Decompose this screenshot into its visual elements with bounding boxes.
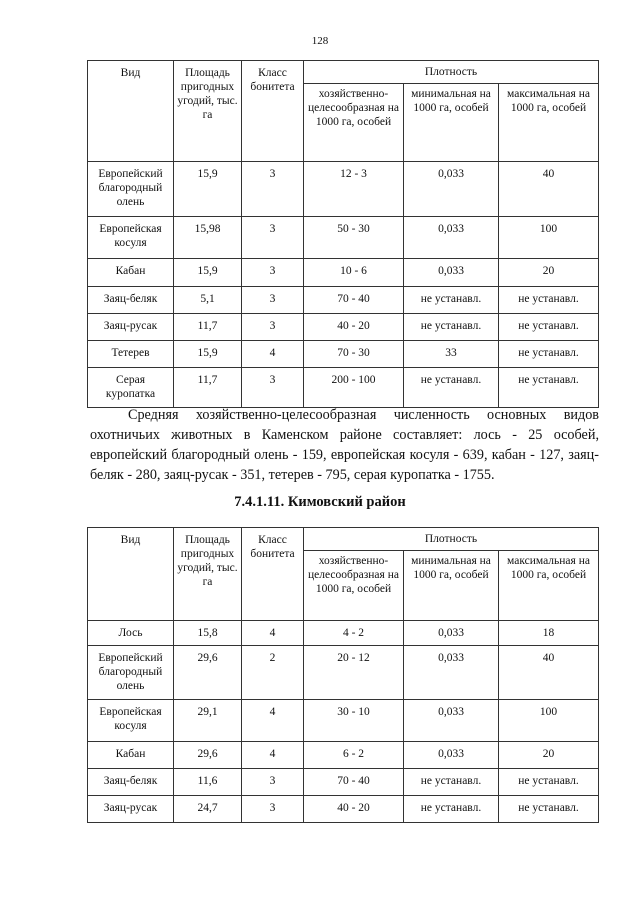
cell-species: Европейский благородный олень <box>88 162 174 217</box>
table-row <box>88 217 599 259</box>
cell-min: 0,033 <box>404 700 499 742</box>
cell-min: 0,033 <box>404 162 499 217</box>
cell-economic: 6 - 2 <box>304 742 404 769</box>
cell-min: не устанавл. <box>404 796 499 823</box>
cell-min: не устанавл. <box>404 769 499 796</box>
cell-economic: 70 - 30 <box>304 341 404 368</box>
table-row <box>88 646 599 700</box>
cell-species: Лось <box>88 621 174 646</box>
cell-economic: 200 - 100 <box>304 368 404 408</box>
cell-bonitet: 3 <box>242 217 304 259</box>
cell-economic: 20 - 12 <box>304 646 404 700</box>
cell-min: 0,033 <box>404 646 499 700</box>
table-row <box>88 314 599 341</box>
cell-economic: 4 - 2 <box>304 621 404 646</box>
cell-species: Заяц-беляк <box>88 769 174 796</box>
cell-species: Серая куропатка <box>88 368 174 408</box>
cell-min: 0,033 <box>404 621 499 646</box>
cell-species: Тетерев <box>88 341 174 368</box>
cell-max: не устанавл. <box>499 769 599 796</box>
cell-species: Заяц-русак <box>88 796 174 823</box>
cell-economic: 40 - 20 <box>304 314 404 341</box>
cell-area: 29,6 <box>174 646 242 700</box>
cell-species: Европейская косуля <box>88 700 174 742</box>
header-bonitet: Класс бонитета <box>242 528 304 621</box>
cell-bonitet: 3 <box>242 314 304 341</box>
header-species: Вид <box>88 528 174 621</box>
page-number: 128 <box>311 35 329 47</box>
cell-bonitet: 3 <box>242 259 304 287</box>
header-economic: хозяйственно-целесообразная на 1000 га, особей <box>304 84 404 162</box>
cell-max: 18 <box>499 621 599 646</box>
header-density: Плотность <box>304 61 599 84</box>
cell-max: не устанавл. <box>499 287 599 314</box>
cell-economic: 70 - 40 <box>304 287 404 314</box>
cell-min: 0,033 <box>404 217 499 259</box>
table-row <box>88 368 599 408</box>
body-paragraph <box>90 405 599 485</box>
cell-bonitet: 4 <box>242 341 304 368</box>
cell-area: 5,1 <box>174 287 242 314</box>
table-header-row <box>88 61 599 84</box>
header-bonitet: Класс бонитета <box>242 61 304 162</box>
cell-area: 11,6 <box>174 769 242 796</box>
cell-area: 15,8 <box>174 621 242 646</box>
cell-bonitet: 4 <box>242 742 304 769</box>
cell-area: 29,6 <box>174 742 242 769</box>
cell-species: Кабан <box>88 259 174 287</box>
cell-species: Европейский благородный олень <box>88 646 174 700</box>
table-row <box>88 742 599 769</box>
header-area: Площадь пригодных угодий, тыс. га <box>174 61 242 162</box>
header-min: минимальная на 1000 га, особей <box>404 551 499 621</box>
header-min: минимальная на 1000 га, особей <box>404 84 499 162</box>
cell-bonitet: 3 <box>242 287 304 314</box>
cell-area: 24,7 <box>174 796 242 823</box>
density-table-kamensky <box>87 60 599 408</box>
cell-economic: 30 - 10 <box>304 700 404 742</box>
cell-max: 20 <box>499 742 599 769</box>
cell-bonitet: 3 <box>242 162 304 217</box>
cell-economic: 40 - 20 <box>304 796 404 823</box>
header-density: Плотность <box>304 528 599 551</box>
cell-area: 15,98 <box>174 217 242 259</box>
table-row <box>88 796 599 823</box>
cell-max: не устанавл. <box>499 796 599 823</box>
cell-max: 40 <box>499 162 599 217</box>
header-max: максимальная на 1000 га, особей <box>499 84 599 162</box>
cell-min: 33 <box>404 341 499 368</box>
cell-min: 0,033 <box>404 742 499 769</box>
table-row <box>88 769 599 796</box>
cell-max: не устанавл. <box>499 368 599 408</box>
cell-species: Заяц-беляк <box>88 287 174 314</box>
cell-economic: 50 - 30 <box>304 217 404 259</box>
cell-max: 20 <box>499 259 599 287</box>
table-row <box>88 259 599 287</box>
cell-area: 15,9 <box>174 341 242 368</box>
table-row <box>88 287 599 314</box>
cell-bonitet: 4 <box>242 621 304 646</box>
cell-species: Кабан <box>88 742 174 769</box>
cell-species: Заяц-русак <box>88 314 174 341</box>
header-economic: хозяйственно-целесообразная на 1000 га, особей <box>304 551 404 621</box>
cell-bonitet: 3 <box>242 769 304 796</box>
density-table-kimovsky <box>87 527 599 823</box>
cell-max: не устанавл. <box>499 314 599 341</box>
section-heading: 7.4.1.11. Кимовский район <box>234 494 406 510</box>
cell-min: не устанавл. <box>404 287 499 314</box>
cell-area: 15,9 <box>174 259 242 287</box>
header-area: Площадь пригодных угодий, тыс. га <box>174 528 242 621</box>
cell-max: 100 <box>499 217 599 259</box>
cell-max: 100 <box>499 700 599 742</box>
cell-species: Европейская косуля <box>88 217 174 259</box>
cell-economic: 12 - 3 <box>304 162 404 217</box>
table-header-row <box>88 528 599 551</box>
cell-max: не устанавл. <box>499 341 599 368</box>
cell-economic: 70 - 40 <box>304 769 404 796</box>
cell-bonitet: 2 <box>242 646 304 700</box>
cell-area: 11,7 <box>174 314 242 341</box>
cell-bonitet: 4 <box>242 700 304 742</box>
cell-economic: 10 - 6 <box>304 259 404 287</box>
cell-max: 40 <box>499 646 599 700</box>
cell-min: 0,033 <box>404 259 499 287</box>
table-row <box>88 621 599 646</box>
cell-bonitet: 3 <box>242 368 304 408</box>
header-species: Вид <box>88 61 174 162</box>
cell-bonitet: 3 <box>242 796 304 823</box>
cell-min: не устанавл. <box>404 368 499 408</box>
cell-area: 11,7 <box>174 368 242 408</box>
table-row <box>88 341 599 368</box>
table-row <box>88 162 599 217</box>
header-max: максимальная на 1000 га, особей <box>499 551 599 621</box>
table-row <box>88 700 599 742</box>
cell-area: 15,9 <box>174 162 242 217</box>
cell-min: не устанавл. <box>404 314 499 341</box>
cell-area: 29,1 <box>174 700 242 742</box>
paragraph-text: Средняя хозяйственно-целесообразная численность основных видов охотничьих животных в Каменском районе составляет: лось - 25 особей, европейский благородный олень - 159, европейская косуля - 639, кабан - 127, заяц-беляк - 280, заяц-русак - 351, тетерев - 795, серая куропатка - 1755. <box>90 407 599 483</box>
